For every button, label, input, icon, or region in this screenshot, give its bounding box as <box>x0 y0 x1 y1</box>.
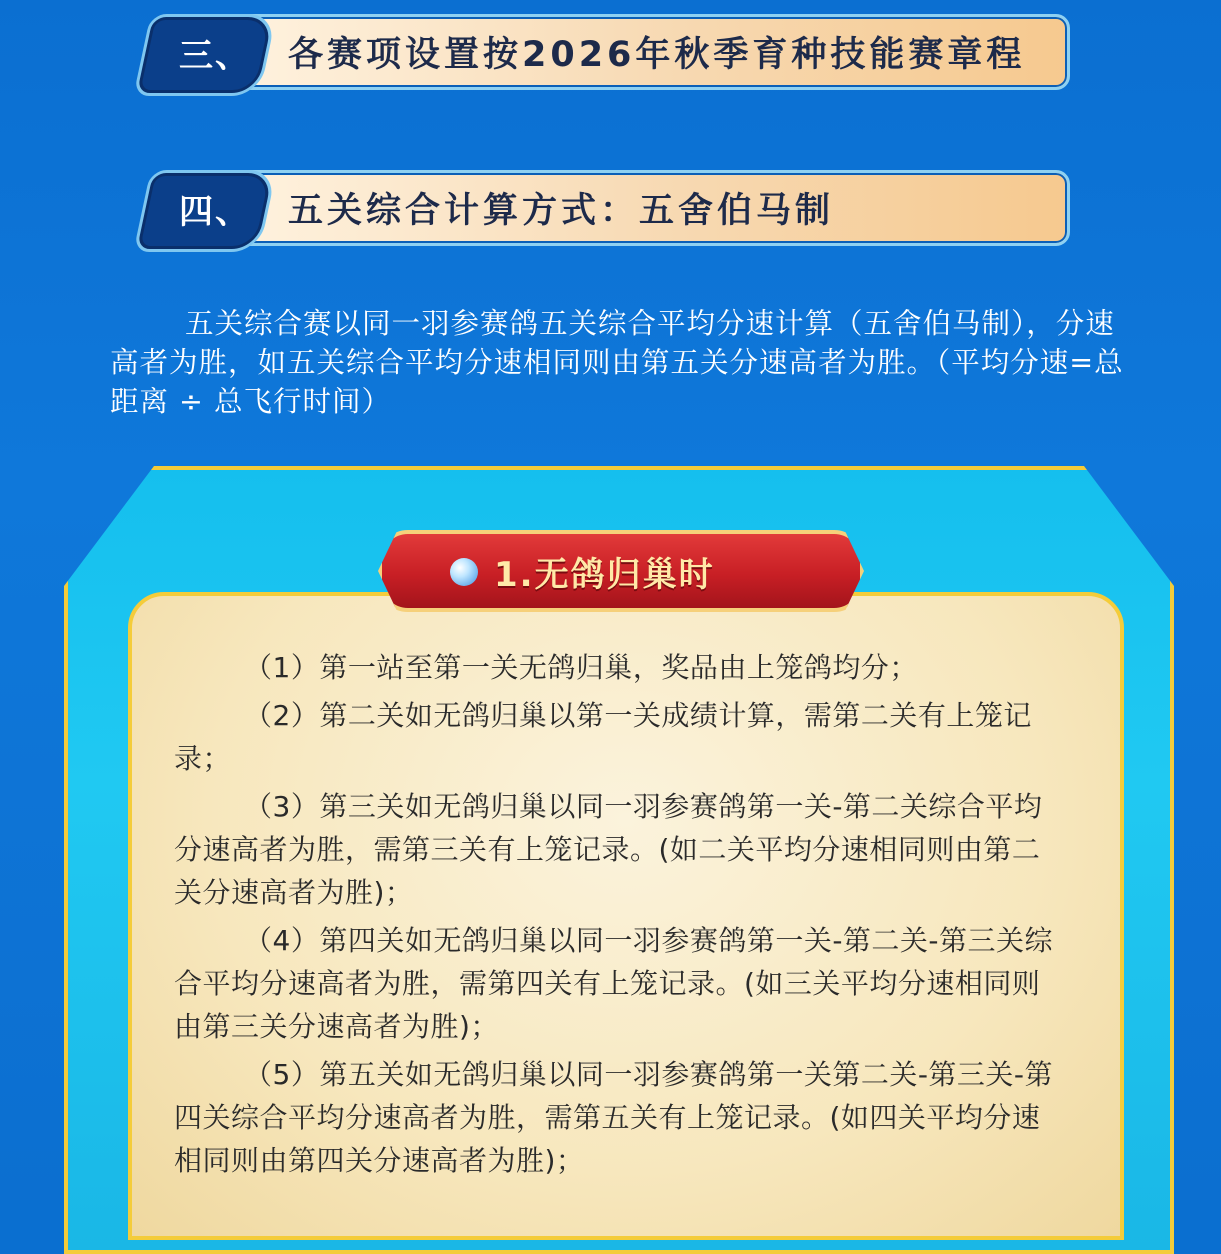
section-4-banner <box>142 170 1070 246</box>
section-3-title: 各赛项设置按2026年秋季育种技能赛章程 <box>288 35 1026 75</box>
rule-item: （5）第五关如无鸽归巢以同一羽参赛鸽第一关第二关-第三关-第四关综合平均分速高者为胜，需第五关有上笼记录。(如四关平均分速相同则由第四关分速高者为胜)； <box>174 1058 1054 1177</box>
rules-heading: 1.无鸽归巢时 <box>494 554 715 595</box>
bullet-orb-icon <box>450 558 478 586</box>
section-4-number: 四、 <box>179 191 251 232</box>
rule-item: （2）第二关如无鸽归巢以第一关成绩计算，需第二关有上笼记录； <box>174 699 1032 775</box>
rules-list <box>174 646 1064 1187</box>
intro-paragraph: 五关综合赛以同一羽参赛鸽五关综合平均分速计算（五舍伯马制），分速高者为胜，如五关综合平均分速相同则由第五关分速高者为胜。（平均分速=总距离 ÷ 总飞行时间） <box>110 307 1124 418</box>
rules-heading-ribbon <box>378 530 864 612</box>
section-3-banner <box>142 14 1070 90</box>
rule-item: （3）第三关如无鸽归巢以同一羽参赛鸽第一关-第二关综合平均分速高者为胜，需第三关有上笼记录。(如二关平均分速相同则由第二关分速高者为胜)； <box>174 790 1043 909</box>
rule-item: （4）第四关如无鸽归巢以同一羽参赛鸽第一关-第二关-第三关综合平均分速高者为胜，需第四关有上笼记录。(如三关平均分速相同则由第三关分速高者为胜)； <box>174 924 1054 1043</box>
rule-item: （1）第一站至第一关无鸽归巢，奖品由上笼鸽均分； <box>244 651 918 684</box>
section-3-number: 三、 <box>179 35 251 76</box>
section-4-title: 五关综合计算方式：五舍伯马制 <box>288 191 835 231</box>
